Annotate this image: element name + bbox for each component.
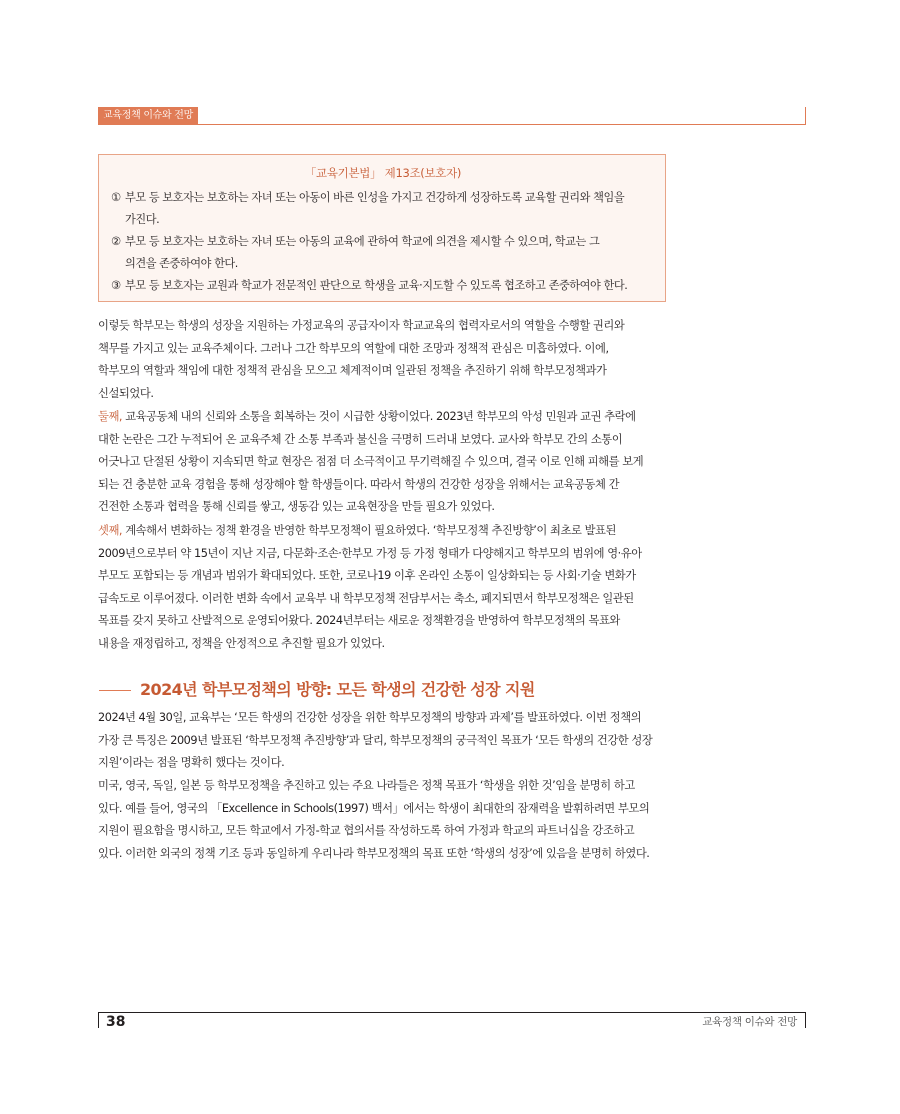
paragraph-lead-second: 둘째,: [98, 410, 123, 423]
section-heading: 2024년 학부모정책의 방향: 모든 학생의 건강한 성장 지원: [140, 680, 535, 699]
paragraph-intro: 이렇듯 학부모는 학생의 성장을 지원하는 가정교육의 공급자이자 학교교육의 협력자로서의 역할을 수행할 권리와 책무를 가지고 있는 교육주체이다. 그러나 그간 학부모의 역할에 대한 조망과 정책적 관심은 미흡하였다. 이에, 학부모의 역할과 책임에 대한 정책적 관심을 모으고 체계적이며 일관된 정책을 추진하기 위해 학부모정책과가 신설되었다.: [98, 319, 625, 400]
section-heading-rule: [99, 690, 131, 691]
law-item: [111, 187, 655, 231]
header-divider: [98, 124, 806, 125]
law-item-text: 부모 등 보호자는 보호하는 자녀 또는 아동이 바른 인성을 가지고 건강하게 성장하도록 교육할 권리와 책임을 가진다.: [125, 191, 625, 226]
law-item-number: ③: [111, 279, 121, 292]
header-divider-tick: [805, 107, 806, 125]
footer-divider-tick-right: [805, 1012, 806, 1028]
header-category-tag: 교육정책 이슈와 전망: [98, 107, 198, 124]
law-item: [111, 231, 655, 275]
paragraph-policy-announcement: 2024년 4월 30일, 교육부는 ‘모든 학생의 건강한 성장을 위한 학부모정책의 방향과 과제’를 발표하였다. 이번 정책의 가장 큰 특징은 2009년 발표된 ‘학부모정책 추진방향’과 달리, 학부모정책의 궁극적인 목표가 ‘모든 학생의 건강한 성장 지원’이라는 점을 명확히 했다는 것이다.: [98, 711, 653, 770]
paragraph-second-point: [98, 406, 670, 519]
law-item: [111, 275, 655, 297]
footer-divider: [98, 1012, 806, 1013]
law-item-number: ②: [111, 235, 121, 248]
footer-publication-title: 교육정책 이슈와 전망: [702, 1016, 797, 1028]
law-item-text: 부모 등 보호자는 교원과 학교가 전문적인 판단으로 학생을 교육·지도할 수 있도록 협조하고 존중하여야 한다.: [125, 279, 628, 292]
paragraph-third-point: [98, 520, 670, 656]
page-number: 38: [106, 1014, 126, 1030]
paragraph-foreign-policies: 미국, 영국, 독일, 일본 등 학부모정책을 추진하고 있는 주요 나라들은 정책 목표가 ‘학생을 위한 것’임을 분명히 하고 있다. 예를 들어, 영국의 「Excellence in Schools(1997) 백서」에서는 학생이 최대한의 잠재력을 발휘하려면 부모의 지원이 필요함을 명시하고, 모든 학교에서 가정-학교 협의서를 작성하도록 하여 가정과 학교의 파트너십을 강조하고 있다. 이러한 외국의 정책 기조 등과 동일하게 우리나라 학부모정책의 목표 또한 ‘학생의 성장’에 있음을 분명히 하였다.: [98, 779, 650, 860]
footer-divider-tick-left: [98, 1012, 99, 1028]
law-quote-box: [98, 154, 666, 302]
law-box-title: 「교육기본법」 제13조(보호자): [304, 166, 462, 180]
law-item-text: 부모 등 보호자는 보호하는 자녀 또는 아동의 교육에 관하여 학교에 의견을 제시할 수 있으며, 학교는 그 의견을 존중하여야 한다.: [125, 235, 600, 270]
paragraph-third-text: 계속해서 변화하는 정책 환경을 반영한 학부모정책이 필요하였다. ‘학부모정책 추진방향’이 최초로 발표된 2009년으로부터 약 15년이 지난 지금, 다문화·조손·한부모 가정 등 가정 형태가 다양해지고 학부모의 범위에 영·유아 부모도 포함되는 등 개념과 범위가 확대되었다. 또한, 코로나19 이후 온라인 소통이 일상화되는 등 사회·기술 변화가 급속도로 이루어졌다. 이러한 변화 속에서 교육부 내 학부모정책 전담부서는 축소, 폐지되면서 학부모정책은 일관된 목표를 갖지 못하고 산발적으로 운영되어왔다. 2024년부터는 새로운 정책환경을 반영하여 학부모정책의 목표와 내용을 재정립하고, 정책을 안정적으로 추진할 필요가 있었다.: [98, 524, 642, 650]
paragraph-second-text: 교육공동체 내의 신뢰와 소통을 회복하는 것이 시급한 상황이었다. 2023년 학부모의 악성 민원과 교권 추락에 대한 논란은 그간 누적되어 온 교육주체 간 소통 부족과 불신을 극명히 드러내 보였다. 교사와 학부모 간의 소통이 어긋나고 단절된 상황이 지속되면 학교 현장은 점점 더 소극적이고 무기력해질 수 있으며, 결국 이로 인해 피해를 보게 되는 건 충분한 교육 경험을 통해 성장해야 할 학생들이다. 따라서 학생의 건강한 성장을 위해서는 교육공동체 간 건전한 소통과 협력을 통해 신뢰를 쌓고, 생동감 있는 교육현장을 만들 필요가 있었다.: [98, 410, 644, 514]
paragraph-lead-third: 셋째,: [98, 524, 123, 537]
law-item-number: ①: [111, 191, 121, 204]
